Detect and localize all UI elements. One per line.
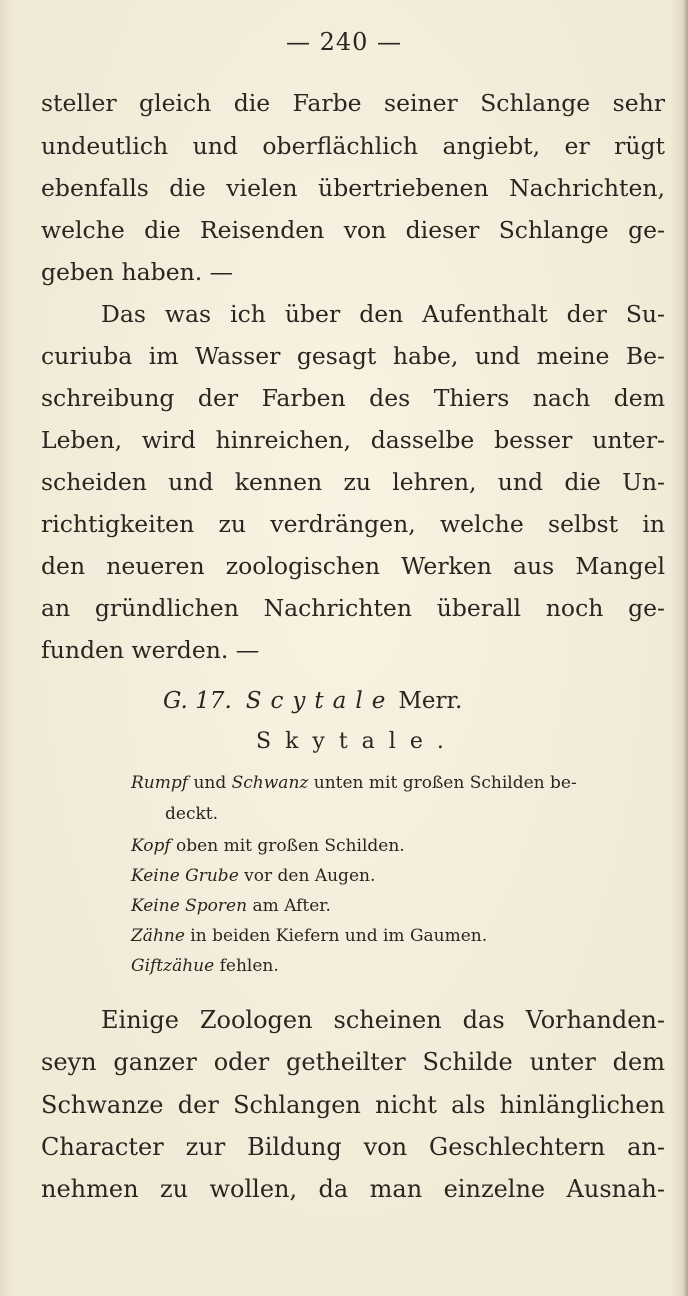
text-line: geben haben. —: [41, 258, 234, 286]
text-line: seyn ganzer oder getheilter Schilde unter dem: [41, 1048, 665, 1076]
diagnosis-text: vor den Augen.: [238, 866, 376, 886]
text-line: scheiden und kennen zu lehren, und die Un-: [41, 468, 665, 496]
diagnosis-text: in beiden Kiefern und im Gaumen.: [184, 926, 488, 946]
genus-number: G. 17.: [163, 688, 232, 714]
text-line: schreibung der Farben des Thiers nach dem: [41, 384, 665, 412]
text-line: ebenfalls die vielen übertriebenen Nachrichten,: [41, 174, 665, 202]
diagnosis-text: und: [188, 773, 232, 793]
diagnosis-term: Zähne: [131, 926, 185, 946]
diagnosis-term: Rumpf: [131, 773, 189, 793]
text-line: richtigkeiten zu verdrängen, welche selbst in: [41, 510, 665, 538]
text-line: Schwanze der Schlangen nicht als hinlänglichen: [41, 1091, 665, 1119]
diagnosis-term: Keine Grube: [131, 866, 239, 886]
text-line: Einige Zoologen scheinen das Vorhanden-: [101, 1006, 665, 1034]
diagnosis-term: Giftzähue: [131, 956, 215, 976]
diagnosis-text: am After.: [247, 896, 331, 916]
diagnosis-text: unten mit großen Schilden be-: [308, 773, 577, 793]
text-line: Character zur Bildung von Geschlechtern an-: [41, 1133, 665, 1161]
text-line: curiuba im Wasser gesagt habe, und meine Be-: [41, 342, 665, 370]
diagnosis-line: [131, 928, 487, 945]
text-line: steller gleich die Farbe seiner Schlange sehr: [41, 89, 665, 117]
genus-author: Merr.: [398, 688, 463, 714]
diagnosis-line: [165, 806, 218, 823]
diagnosis-term: Kopf: [131, 836, 171, 856]
text-line: den neueren zoologischen Werken aus Mangel: [41, 552, 665, 580]
diagnosis-line: [131, 775, 577, 792]
diagnosis-text: deckt.: [165, 804, 219, 824]
diagnosis-text: oben mit großen Schilden.: [170, 836, 405, 856]
text-line: undeutlich und oberflächlich angiebt, er rügt: [41, 132, 665, 160]
genus-name: Scytale: [245, 688, 395, 714]
diagnosis-term: Keine Sporen: [131, 896, 248, 916]
diagnosis-line: [131, 958, 279, 975]
text-line: Leben, wird hinreichen, dasselbe besser unter-: [41, 426, 665, 454]
page-number: — 240 —: [285, 28, 403, 56]
text-line: nehmen zu wollen, da man einzelne Ausnah-: [41, 1175, 665, 1203]
diagnosis-line: [131, 838, 405, 855]
text-line: an gründlichen Nachrichten überall noch ge-: [41, 594, 665, 622]
diagnosis-line: [131, 868, 375, 885]
text-line: funden werden. —: [41, 636, 260, 664]
diagnosis-term: Schwanz: [231, 773, 309, 793]
genus-subtitle: Skytale.: [256, 729, 458, 754]
page-edge-shadow: [683, 0, 688, 1296]
text-line: welche die Reisenden von dieser Schlange ge-: [41, 216, 665, 244]
diagnosis-line: [131, 898, 331, 915]
text-line: Das was ich über den Aufenthalt der Su-: [101, 300, 665, 328]
genus-heading: [163, 688, 462, 714]
diagnosis-text: fehlen.: [214, 956, 279, 976]
